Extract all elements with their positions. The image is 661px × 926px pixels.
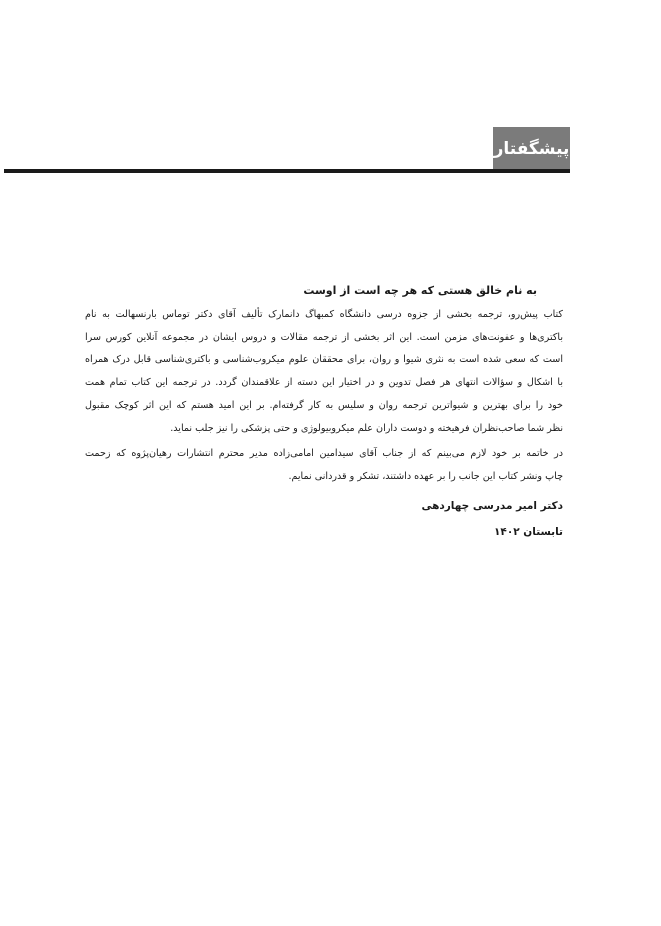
paragraph-line: باکتری‌ها و عفونت‌های مزمن است. این اثر بخشی از ترجمه مقالات و دروس ایشان در مجموعه آنلاین کورس سرا (85, 331, 563, 343)
paragraph-line: کتاب پیش‌رو، ترجمه بخشی از جزوه درسی دانشگاه کمبهاگ دانمارک تألیف آقای دکتر توماس بارنسهالت به نام (85, 309, 563, 320)
paragraph-line: با اشکال و سؤالات انتهای هر فصل تدوین و در اختیار این دسته از علاقمندان گردد. در ترجمه این کتاب تمام همت (85, 377, 563, 389)
paragraph-line: خود را برای بهترین و شیواترین ترجمه روان و سلیس به کار گرفته‌ام. بر این امید هستم که این اثر کوچک مقبول (85, 399, 563, 411)
preface-paragraph-1 (85, 304, 563, 440)
chapter-title: پیشگفتار (493, 127, 570, 170)
signature-date: تابستان ۱۴۰۲ (494, 525, 563, 538)
header-divider (4, 169, 570, 173)
invocation-line: به نام خالق هستی که هر چه است از اوست (303, 284, 537, 297)
paragraph-line: در خاتمه بر خود لازم می‌بینم که از جناب آقای سید‌امین امامی‌زاده مدیر محترم انتشارات رهیان‌پژوه که زحمت (85, 448, 563, 460)
author-signature: دکتر امیر مدرسی چهاردهی (421, 499, 563, 512)
paragraph-line: نظر شما صاحب‌نظران فرهیخته و دوست داران علم میکروبیولوژی و حتی پزشکی را نیز جلب نماید. (170, 422, 563, 434)
paragraph-line: چاپ ونشر کتاب این جانب را بر عهده داشتند، تشکر و قدردانی نمایم. (288, 470, 563, 482)
paragraph-line: است که سعی شده است به نثری شیوا و روان، برای محققان علوم میکروب‌شناسی و باکتری‌شناسی قابل درک همراه (85, 354, 563, 366)
preface-body (85, 283, 563, 541)
preface-paragraph-2 (85, 443, 563, 488)
